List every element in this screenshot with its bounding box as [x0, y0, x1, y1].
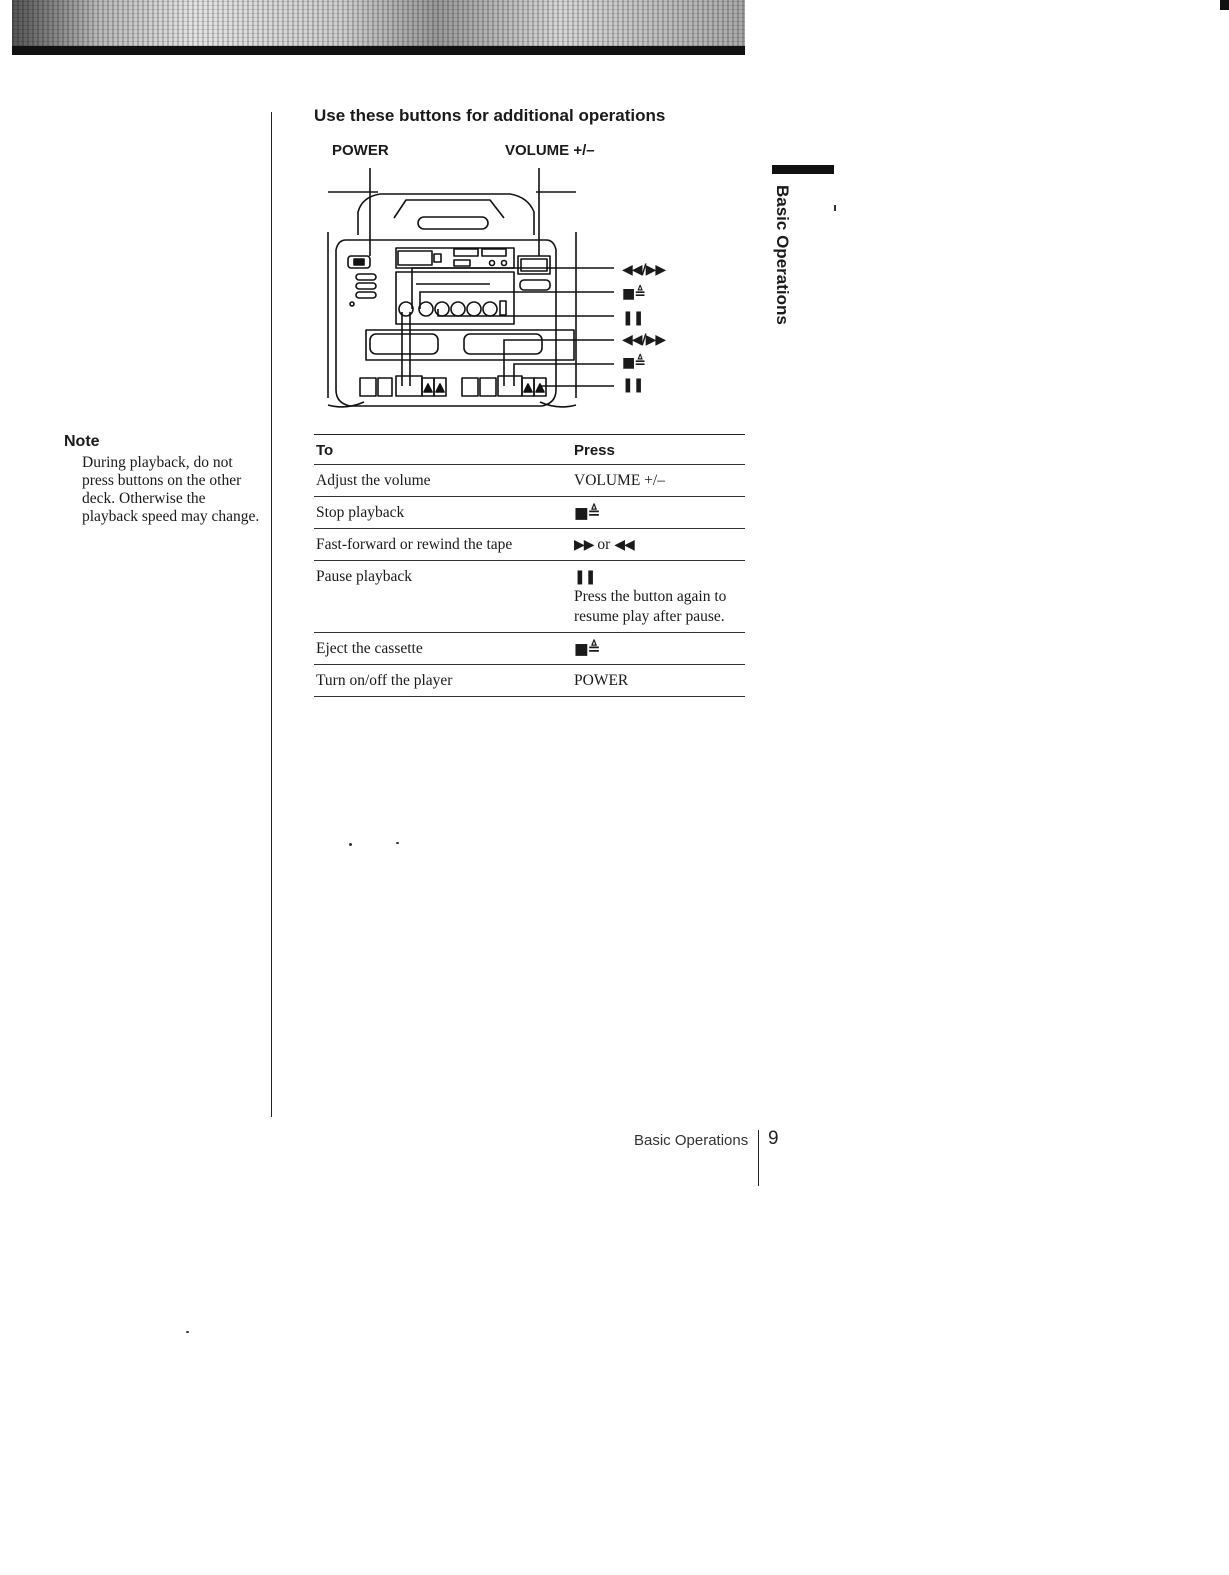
cassette-window-a: [370, 334, 438, 354]
deck-a-leaders: [402, 312, 410, 386]
cd-window: [418, 217, 488, 229]
side-speakers: [328, 232, 576, 398]
display-button: [434, 254, 441, 262]
row-press: VOLUME +/–: [572, 465, 745, 497]
callout-1: ◀◀/▶▶: [622, 262, 666, 278]
note-heading: Note: [64, 433, 100, 450]
callout-6: ❚❚: [622, 377, 644, 393]
cd-lid: [394, 200, 504, 218]
header-to: To: [314, 435, 572, 465]
row-press: POWER: [572, 665, 745, 697]
rewind-icon: ◀◀: [614, 537, 634, 553]
display: [398, 251, 432, 265]
scan-speck: [349, 843, 352, 846]
row-to: Pause playback: [314, 561, 572, 633]
cassette-window-b: [464, 334, 542, 354]
leader-1: [412, 268, 614, 309]
row-to: Fast-forward or rewind the tape: [314, 529, 572, 561]
note-text: During playback, do not press buttons on the other deck. Otherwise the playback speed may change.: [82, 454, 260, 525]
table-row: [314, 465, 745, 497]
page-number: 9: [768, 1128, 779, 1149]
deck-a-key-1: [396, 376, 422, 396]
row-press: ■≜: [572, 497, 745, 529]
scan-speck: [396, 842, 399, 844]
row-to: Adjust the volume: [314, 465, 572, 497]
leader-5: [514, 364, 614, 386]
header-press: Press: [572, 435, 745, 465]
callout-5: ■≜: [622, 355, 645, 371]
leader-4: [504, 340, 614, 386]
side-tab-bar: [772, 165, 834, 174]
row-to: Eject the cassette: [314, 633, 572, 665]
footer-section-label: Basic Operations: [634, 1132, 749, 1149]
corner-mark: [1220, 0, 1229, 10]
deck-b-key-1: [498, 376, 522, 396]
row-to: Turn on/off the player: [314, 665, 572, 697]
header-rule: [12, 46, 745, 55]
callout-4: ◀◀/▶▶: [622, 332, 666, 348]
scan-speck: [186, 1331, 189, 1333]
footer-rule: [758, 1130, 759, 1186]
column-divider: [271, 112, 272, 1117]
table-header-row: [314, 435, 745, 465]
table-row: [314, 529, 745, 561]
table-row: [314, 561, 745, 633]
operations-table: [314, 434, 745, 697]
pause-icon: ❚❚: [574, 569, 596, 585]
press-note: Press the button again to resume play after pause.: [574, 588, 727, 625]
header-texture-band: [12, 0, 745, 46]
boombox-diagram: [314, 160, 714, 415]
or-text: or: [597, 536, 611, 553]
callout-3: ❚❚: [622, 310, 644, 326]
row-to: Stop playback: [314, 497, 572, 529]
power-label: POWER: [332, 142, 389, 159]
fast-forward-icon: ▶▶: [574, 537, 594, 553]
callout-2: ■≜: [622, 286, 645, 302]
table-row: [314, 633, 745, 665]
volume-label: VOLUME +/–: [505, 142, 595, 159]
row-press: [572, 529, 745, 561]
scan-speck: [834, 205, 836, 211]
table-row: [314, 665, 745, 697]
side-tab: Basic Operations: [773, 185, 792, 325]
table-row: [314, 497, 745, 529]
row-press: ■≜: [572, 633, 745, 665]
section-heading: Use these buttons for additional operations: [314, 106, 666, 125]
row-press: [572, 561, 745, 633]
